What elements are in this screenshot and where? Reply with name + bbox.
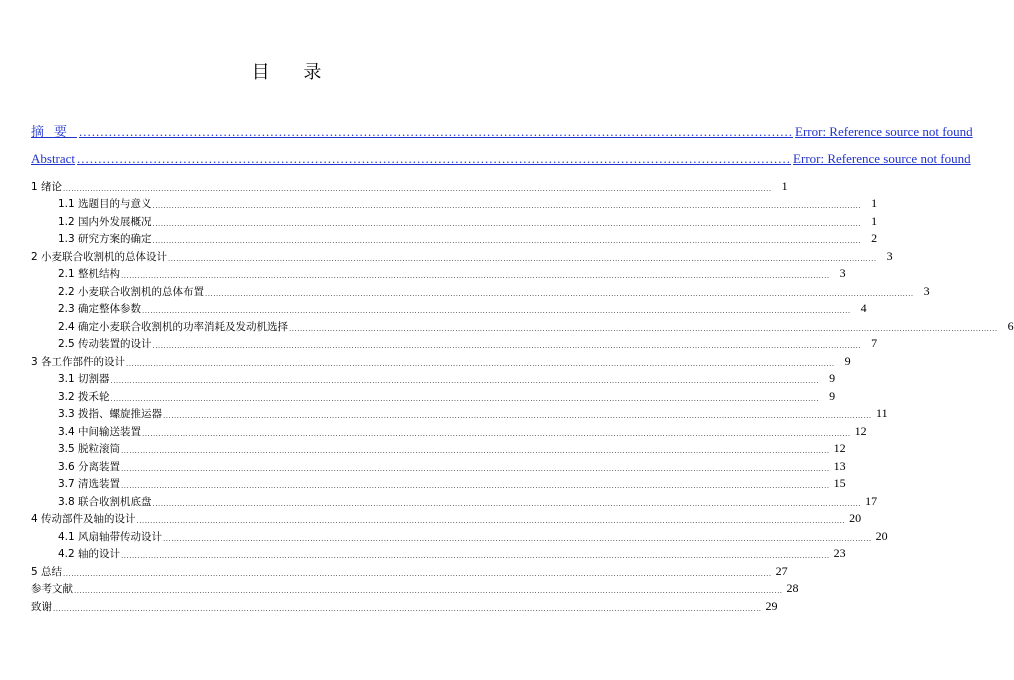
toc-entry-page: 4: [860, 301, 867, 315]
toc-entry-page: 7: [871, 336, 878, 350]
toc-entry[interactable]: [31, 509, 862, 527]
toc-dot-leader: ....................................................................................................................................................................................................................................................................: [163, 412, 872, 420]
toc-entry-title: 4 传动部件及轴的设计: [31, 513, 136, 525]
toc-entry[interactable]: [31, 404, 888, 422]
toc-entry-title: 4.1 风扇轴带传动设计: [58, 530, 163, 543]
toc-title: 目 录: [251, 62, 336, 83]
toc-dot-leader: ....................................................................................................................................................................................................................................................................: [205, 289, 914, 298]
toc-entry-title: 1 绪论: [31, 180, 63, 193]
toc-link-error: Error: Reference source not found: [793, 151, 971, 166]
toc-dot-leader: ....................................................................................................................................................................................................................................................................: [152, 499, 862, 508]
toc-entry-page: 13: [833, 458, 846, 473]
toc-dot-leader: ....................................................................................................................................................................................................................................................................: [289, 324, 998, 333]
toc-entry-title: 1.1 选题目的与意义: [58, 198, 152, 210]
toc-entry[interactable]: [31, 421, 867, 439]
toc-entry[interactable]: [31, 561, 788, 579]
toc-entry-title: 3.3 拨指、螺旋推运器: [58, 408, 163, 420]
toc-entry[interactable]: [31, 334, 878, 352]
toc-entry[interactable]: [31, 246, 893, 264]
toc-entry[interactable]: [31, 491, 878, 509]
toc-dot-leader: ....................................................................................................................................................................................................................................................................: [152, 342, 862, 350]
toc-entry-page: 20: [849, 511, 862, 525]
toc-entry-title: 1.3 研究方案的确定: [58, 233, 152, 245]
toc-entry[interactable]: [31, 439, 846, 457]
toc-entry[interactable]: [31, 176, 788, 194]
toc-dot-leader: ....................................................................................................................................................................................................................................................................: [121, 482, 830, 490]
toc-entry-page: 17: [865, 493, 878, 508]
toc-entry-title: 3.2 拨禾轮: [58, 390, 110, 403]
toc-dot-leader: ....................................................................................................................................................................................................................................................................: [63, 184, 772, 193]
toc-dot-leader: ....................................................................................................................................................................................................................................................................: [53, 604, 762, 613]
toc-entry-title: 3.8 联合收割机底盘: [58, 495, 152, 508]
toc-entry-title: 2.1 整机结构: [58, 268, 121, 280]
toc-entry[interactable]: [31, 369, 836, 387]
toc-dot-leader: ....................................................................................................................................................................................................................................................................: [63, 569, 772, 578]
toc-dot-leader: ....................................................................................................................................................................................................................................................................: [74, 587, 783, 595]
toc-entry-title: 2.5 传动装置的设计: [58, 338, 152, 350]
toc-link-error: Error: Reference source not found: [795, 124, 973, 139]
toc-link-abstract-cn[interactable]: [31, 122, 973, 140]
toc-dot-leader: ....................................................................................................................................................................................................................................................................: [142, 307, 851, 315]
toc-entry-page: 2: [871, 231, 878, 245]
toc-entry-title: 3.4 中间输送装置: [58, 425, 142, 438]
toc-entry-page: 9: [844, 353, 851, 368]
toc-dot-leader: ....................................................................................................................................................................................................................................................................: [152, 219, 862, 228]
toc-entry-page: 6: [1007, 318, 1014, 333]
toc-link-label: Abstract: [31, 151, 76, 166]
toc-dot-leader: ....................................................................................................................................................................................................................................................................: [152, 202, 862, 210]
toc-entry[interactable]: [31, 474, 846, 492]
toc-dot-leader: ....................................................................................................................................................................................................................................................................: [121, 447, 830, 455]
toc-entry[interactable]: [31, 194, 878, 212]
toc-dot-leader: ....................................................................................................................................................................................................................................................................: [168, 254, 877, 263]
toc-entry[interactable]: [31, 229, 878, 247]
toc-entry[interactable]: [31, 544, 846, 562]
toc-dot-leader: ....................................................................................................................................................................................................................................................................: [110, 394, 820, 403]
toc-entry-page: 3: [839, 266, 846, 280]
toc-dot-leader: ....................................................................................................................................................................................................................................................................: [142, 429, 851, 438]
toc-entry[interactable]: [31, 596, 778, 614]
toc-entry-page: 9: [829, 371, 836, 385]
toc-entry[interactable]: [31, 386, 836, 404]
toc-entry-title: 2.2 小麦联合收割机的总体布置: [58, 285, 205, 298]
toc-entry-title: 致谢: [31, 600, 52, 613]
toc-entry-page: 15: [833, 476, 846, 490]
toc-entry[interactable]: [31, 526, 888, 544]
toc-entry[interactable]: [31, 579, 799, 597]
toc-entry-title: 2 小麦联合收割机的总体设计: [31, 250, 168, 263]
toc-entry-page: 9: [829, 388, 836, 403]
toc-entry-title: 3.1 切割器: [58, 373, 110, 385]
toc-entry-page: 20: [875, 528, 888, 543]
toc-entry-page: 11: [876, 406, 888, 420]
toc-entry-page: 28: [786, 581, 799, 595]
toc-entry-title: 2.4 确定小麦联合收割机的功率消耗及发动机选择: [58, 320, 289, 333]
toc-entry[interactable]: [31, 456, 846, 474]
toc-list: [31, 176, 1014, 614]
toc-entry-page: 27: [775, 563, 788, 578]
toc-entry-page: 3: [886, 248, 893, 263]
toc-dot-leader: ....................................................................................................................................................................................................................................................................: [136, 517, 846, 525]
toc-dot-leader: ....................................................................................................................................................................................................................................................................: [152, 237, 862, 245]
toc-entry-title: 2.3 确定整体参数: [58, 303, 142, 315]
toc-entry-page: 1: [781, 178, 788, 193]
toc-entry-page: 12: [854, 423, 867, 438]
toc-entry[interactable]: [31, 264, 846, 282]
toc-entry[interactable]: [31, 299, 867, 317]
toc-entry-title: 3.6 分离装置: [58, 460, 121, 473]
toc-entry-page: 29: [765, 598, 778, 613]
toc-entry-page: 3: [923, 283, 930, 298]
toc-entry[interactable]: [31, 281, 930, 299]
toc-link-label: 摘要: [31, 124, 78, 139]
toc-entry-page: 1: [871, 213, 878, 228]
toc-entry[interactable]: [31, 316, 1014, 334]
toc-link-abstract-en[interactable]: [31, 149, 971, 167]
toc-entry-title: 1.2 国内外发展概况: [58, 215, 152, 228]
toc-entry[interactable]: [31, 211, 878, 229]
toc-dot-leader: ....................................................................................................................................................................................................................................................................: [121, 552, 830, 560]
toc-entry-title: 5 总结: [31, 565, 63, 578]
toc-entry-page: 1: [871, 196, 878, 210]
toc-link-leader: ........................................................................................................................................................................: [77, 151, 792, 166]
toc-entry-page: 12: [833, 441, 846, 455]
toc-entry-title: 3.7 清选装置: [58, 478, 121, 490]
toc-entry[interactable]: [31, 351, 851, 369]
toc-dot-leader: ....................................................................................................................................................................................................................................................................: [126, 359, 835, 368]
toc-entry-title: 参考文献: [31, 583, 73, 595]
toc-entry-title: 3.5 脱粒滚筒: [58, 443, 121, 455]
toc-entry-title: 4.2 轴的设计: [58, 548, 121, 560]
toc-dot-leader: ....................................................................................................................................................................................................................................................................: [163, 534, 872, 543]
toc-entry-title: 3 各工作部件的设计: [31, 355, 126, 368]
toc-dot-leader: ....................................................................................................................................................................................................................................................................: [110, 377, 820, 385]
toc-link-leader: ........................................................................................................................................................................: [79, 124, 794, 139]
toc-entry-page: 23: [833, 546, 846, 560]
toc-dot-leader: ....................................................................................................................................................................................................................................................................: [121, 464, 830, 473]
toc-dot-leader: ....................................................................................................................................................................................................................................................................: [121, 272, 830, 280]
